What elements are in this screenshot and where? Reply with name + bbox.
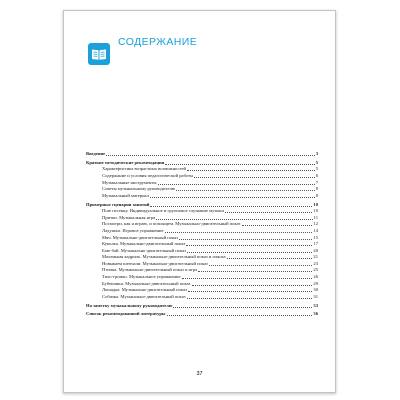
toc-entry-label: Лошадка. Музыкально-двигательный показ bbox=[102, 287, 187, 293]
page-title: СОДЕРЖАНИЕ bbox=[118, 36, 198, 48]
dot-leader bbox=[188, 291, 312, 292]
toc-entry bbox=[86, 248, 318, 255]
toc-entry bbox=[86, 215, 318, 222]
toc-entry-label: Краткие методические рекомендации bbox=[86, 159, 165, 165]
book-badge bbox=[88, 43, 110, 65]
toc-entry-page: 15 bbox=[313, 234, 318, 240]
toc-entry-label: Введение bbox=[86, 151, 106, 156]
toc-entry bbox=[86, 186, 318, 193]
toc-entry-page: 7 bbox=[315, 179, 318, 185]
toc-entry-page: 14 bbox=[313, 227, 318, 233]
toc-entry bbox=[86, 235, 318, 242]
dot-leader bbox=[150, 206, 312, 207]
toc-entry-label: Куколка. Музыкально-двигательный показ bbox=[102, 241, 186, 247]
dot-leader bbox=[150, 197, 315, 198]
toc-entry-page: 26 bbox=[313, 274, 318, 280]
toc-entry-page: 23 bbox=[313, 260, 318, 266]
toc-entry-label: Советы музыкальному руководителю bbox=[102, 186, 176, 192]
toc-entry-label: Список рекомендованной литературы bbox=[86, 311, 166, 317]
dot-leader bbox=[156, 219, 312, 220]
toc-section-entry bbox=[86, 160, 318, 167]
toc-entry-label: Притки. Музыкальная игра bbox=[102, 214, 156, 220]
toc-section-entry bbox=[86, 202, 318, 209]
toc-entry bbox=[86, 221, 318, 228]
toc-section-entry bbox=[86, 151, 318, 158]
dot-leader bbox=[176, 190, 314, 191]
toc-entry-label: Содержание и условия педагогической работы bbox=[102, 172, 194, 178]
toc-entry-page: 33 bbox=[313, 302, 318, 308]
toc-entry bbox=[86, 208, 318, 215]
dot-leader bbox=[225, 212, 312, 213]
toc-entry-page: 30 bbox=[313, 287, 318, 293]
toc-entry bbox=[86, 274, 318, 281]
toc-entry-page: 36 bbox=[313, 311, 318, 317]
toc-entry-label: Посмотри, как я играю, и поплящем. Музыкально-двигательный показ bbox=[102, 221, 241, 227]
toc-entry-label: Ладушки. Игровое упражнение bbox=[102, 227, 164, 233]
dot-leader bbox=[182, 278, 313, 279]
toc-entry bbox=[86, 254, 318, 261]
dot-leader bbox=[165, 164, 314, 165]
toc-section-entry bbox=[86, 303, 318, 310]
toc-entry-label: Собачка. Музыкально-двигательный показ bbox=[102, 293, 186, 299]
toc-entry bbox=[86, 193, 318, 200]
toc-entry-label: Бубенчики. Музыкально-двигательный показ bbox=[102, 280, 191, 286]
toc-entry-label: Пою песенку. Индивидуальное и групповое слушание музыки bbox=[102, 208, 224, 214]
dot-leader bbox=[227, 258, 313, 259]
toc-entry bbox=[86, 180, 318, 187]
dot-leader bbox=[158, 184, 315, 185]
toc-entry-page: 17 bbox=[313, 241, 318, 247]
toc-entry bbox=[86, 241, 318, 248]
toc-entry bbox=[86, 267, 318, 274]
dot-leader bbox=[187, 298, 313, 299]
dot-leader bbox=[194, 177, 314, 178]
toc-entry bbox=[86, 173, 318, 180]
toc-entry-page: 5 bbox=[315, 166, 318, 172]
toc-entry-page: 11 bbox=[313, 214, 318, 220]
toc-entry bbox=[86, 261, 318, 268]
toc-entry-label: На заметку музыкальному руководителю bbox=[86, 302, 173, 308]
dot-leader bbox=[165, 232, 313, 233]
dot-leader bbox=[198, 271, 312, 272]
toc-entry-page: 25 bbox=[313, 267, 318, 273]
document-page bbox=[63, 10, 336, 393]
toc-entry-page: 5 bbox=[315, 159, 318, 165]
dot-leader bbox=[209, 265, 313, 266]
dot-leader bbox=[187, 252, 312, 253]
toc-entry bbox=[86, 281, 318, 288]
dot-leader bbox=[187, 170, 315, 171]
toc-entry-label: Новыкаем шепчали. Музыкально-двигательный показ bbox=[102, 260, 208, 266]
toc-entry-page: 10 bbox=[313, 208, 318, 214]
toc-entry-label: Характеристика возрастных возможностей bbox=[102, 166, 187, 172]
toc-entry-label: Птичка. Музыкально-двигательный показ и игра bbox=[102, 267, 198, 273]
toc-entry-page: 3 bbox=[315, 151, 318, 156]
toc-entry-label: Музыкальные инструменты bbox=[102, 179, 157, 185]
dot-leader bbox=[242, 225, 313, 226]
toc-entry-page: 31 bbox=[313, 293, 318, 299]
toc-entry-page: 21 bbox=[313, 254, 318, 260]
toc-entry-page: 12 bbox=[313, 221, 318, 227]
toc-entry-page: 29 bbox=[313, 280, 318, 286]
toc-entry-page: 8 bbox=[315, 192, 318, 198]
toc-entry bbox=[86, 166, 318, 173]
dot-leader bbox=[179, 239, 312, 240]
dot-leader bbox=[106, 155, 314, 156]
toc-entry-page: 10 bbox=[313, 201, 318, 207]
toc-entry-label: Мяч. Музыкально-двигательный показ bbox=[102, 234, 179, 240]
toc-entry-page: 6 bbox=[315, 172, 318, 178]
toc-entry-label: Маленькая кадриль. Музыкально-двигательный показ и пляска bbox=[102, 254, 226, 260]
toc-entry bbox=[86, 294, 318, 301]
toc-entry-page: 20 bbox=[313, 247, 318, 253]
toc-entry bbox=[86, 287, 318, 294]
badge-background bbox=[88, 43, 110, 65]
toc-section-entry bbox=[86, 311, 318, 318]
toc-entry-page: 8 bbox=[315, 186, 318, 192]
table-of-contents bbox=[86, 151, 318, 318]
dot-leader bbox=[186, 245, 312, 246]
toc-entry-label: Тихо-громко. Музыкальное упражнение bbox=[102, 274, 181, 280]
open-book-icon bbox=[88, 43, 110, 65]
page-number: 37 bbox=[196, 371, 203, 377]
toc-entry-label: Примерные сценарии занятий bbox=[86, 201, 150, 207]
dot-leader bbox=[167, 315, 313, 316]
toc-entry-label: Музыкальный материал bbox=[102, 192, 149, 198]
dot-leader bbox=[192, 285, 313, 286]
toc-entry-label: Баю-бай. Музыкально-двигательный показ bbox=[102, 247, 186, 253]
dot-leader bbox=[173, 307, 312, 308]
toc-entry bbox=[86, 228, 318, 235]
